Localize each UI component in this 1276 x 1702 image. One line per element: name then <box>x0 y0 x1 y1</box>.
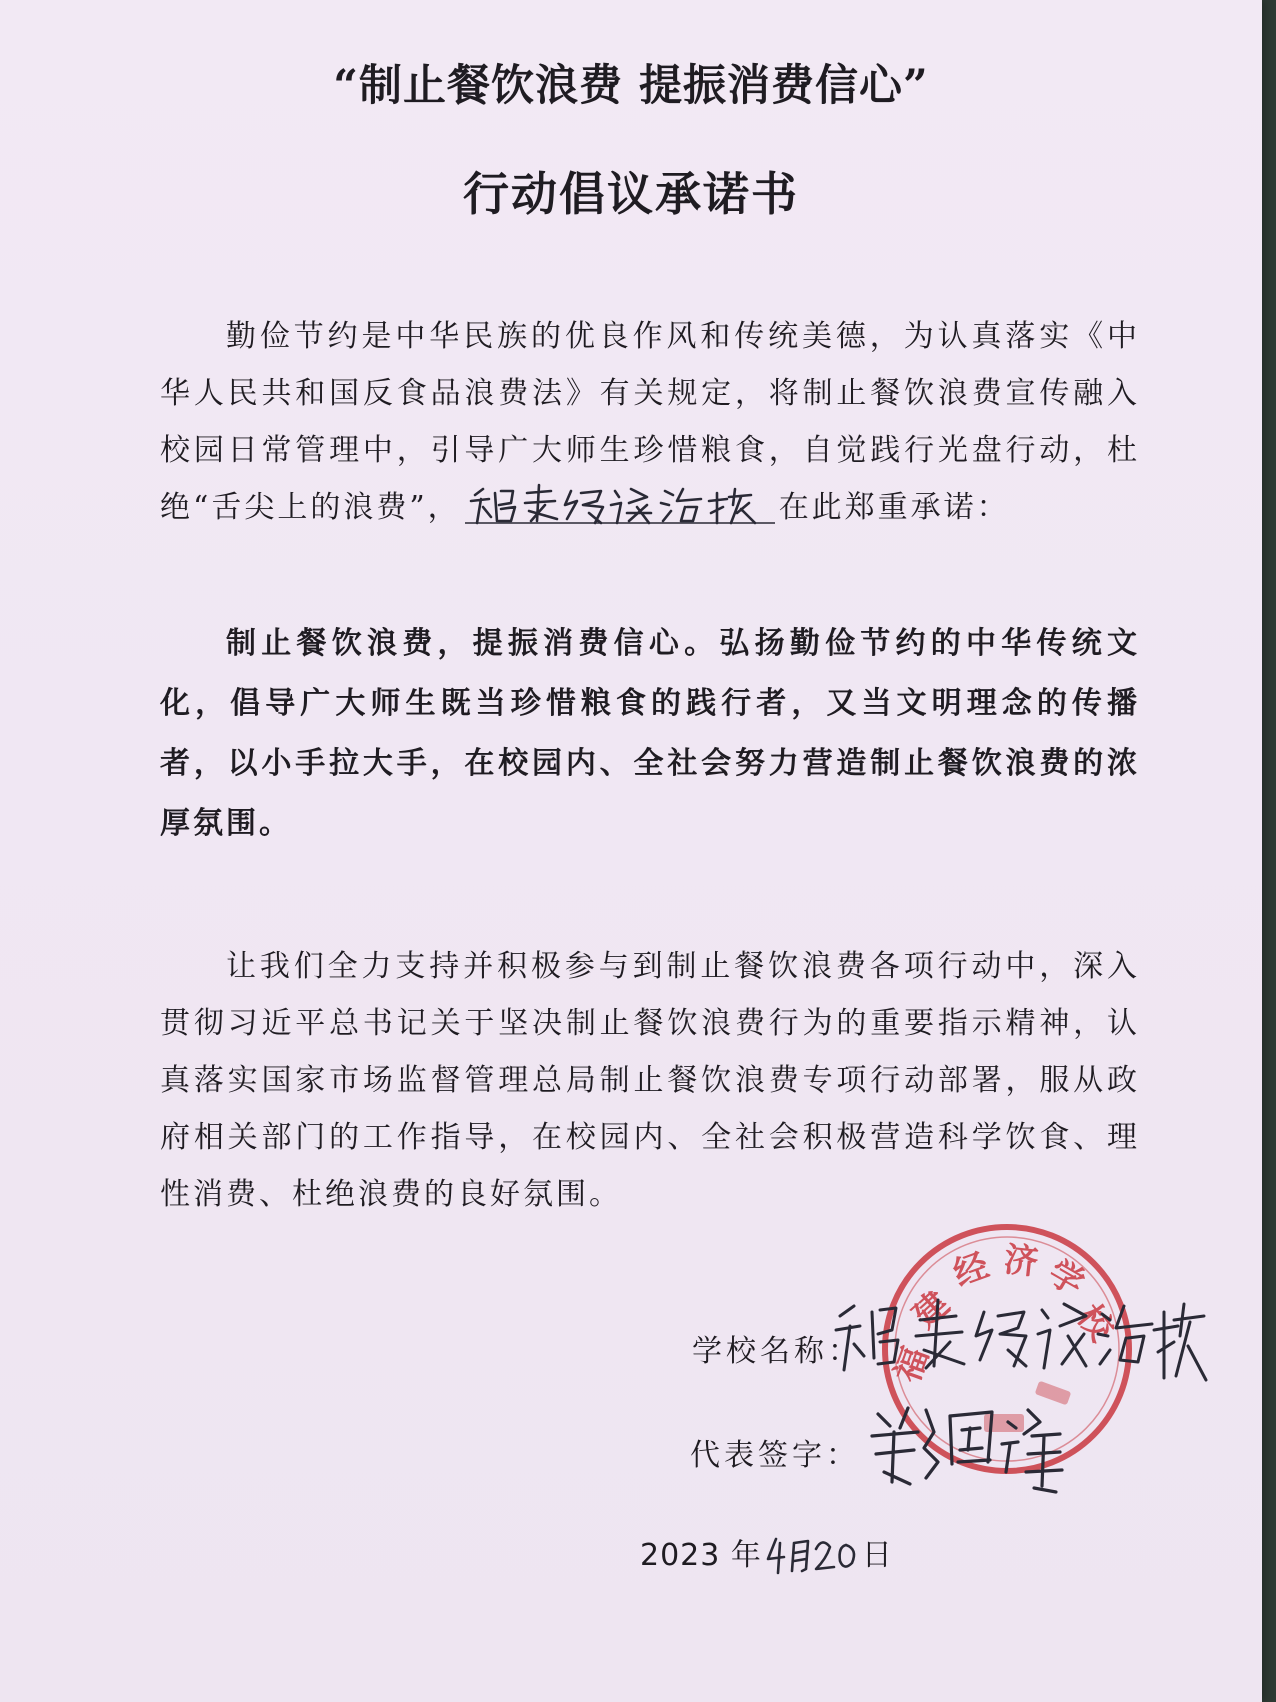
school-name-label: 学校名称： <box>692 1334 862 1369</box>
svg-text:学: 学 <box>1041 1252 1091 1305</box>
representative-signature <box>864 1392 1094 1522</box>
paragraph-intro-text: 勤俭节约是中华民族的优良作风和传统美德，为认真落实《中华人民共和国反食品浪费法》有关规定，将制止餐饮浪费宣传融入校园日常管理中，引导广大师生珍惜粮食，自觉践行光盘行动，杜绝“舌尖上的浪费”， <box>160 319 1140 525</box>
date-line <box>640 1530 893 1577</box>
document-title-line2: 行动倡议承诺书 <box>463 167 799 221</box>
svg-text:校: 校 <box>1068 1297 1122 1349</box>
representative-signature-label: 代表签字： <box>690 1438 860 1473</box>
svg-text:经: 经 <box>948 1245 994 1295</box>
svg-text:济: 济 <box>1002 1239 1041 1283</box>
school-name-signature <box>828 1283 1208 1396</box>
svg-text:福: 福 <box>887 1342 937 1388</box>
paragraph-intro-closing: 在此郑重承诺： <box>778 490 1010 525</box>
inline-school-signature <box>461 483 779 529</box>
date-day: 日 <box>861 1538 893 1573</box>
paragraph-call-to-action: 让我们全力支持并积极参与到制止餐饮浪费各项行动中，深入贯彻习近平总书记关于坚决制止餐饮浪费行为的重要指示精神，认真落实国家市场监督管理总局制止餐饮浪费专项行动部署，服从政府相关部门的工作指导，在校园内、全社会积极营造科学饮食、理性消费、杜绝浪费的良好氛围。 <box>160 949 1140 1212</box>
date-year: 2023 年 <box>640 1538 762 1573</box>
date-handwritten <box>762 1533 862 1577</box>
svg-text:建: 建 <box>905 1283 958 1337</box>
paragraph-intro <box>160 308 1140 536</box>
document-title-line1: “制止餐饮浪费 提振消费信心” <box>333 61 929 111</box>
paragraph-commitment: 制止餐饮浪费，提振消费信心。弘扬勤俭节约的中华传统文化，倡导广大师生既当珍惜粮食的践行者，又当文明理念的传播者，以小手拉大手，在校园内、全社会努力营造制止餐饮浪费的浓厚氛围。 <box>160 626 1140 841</box>
